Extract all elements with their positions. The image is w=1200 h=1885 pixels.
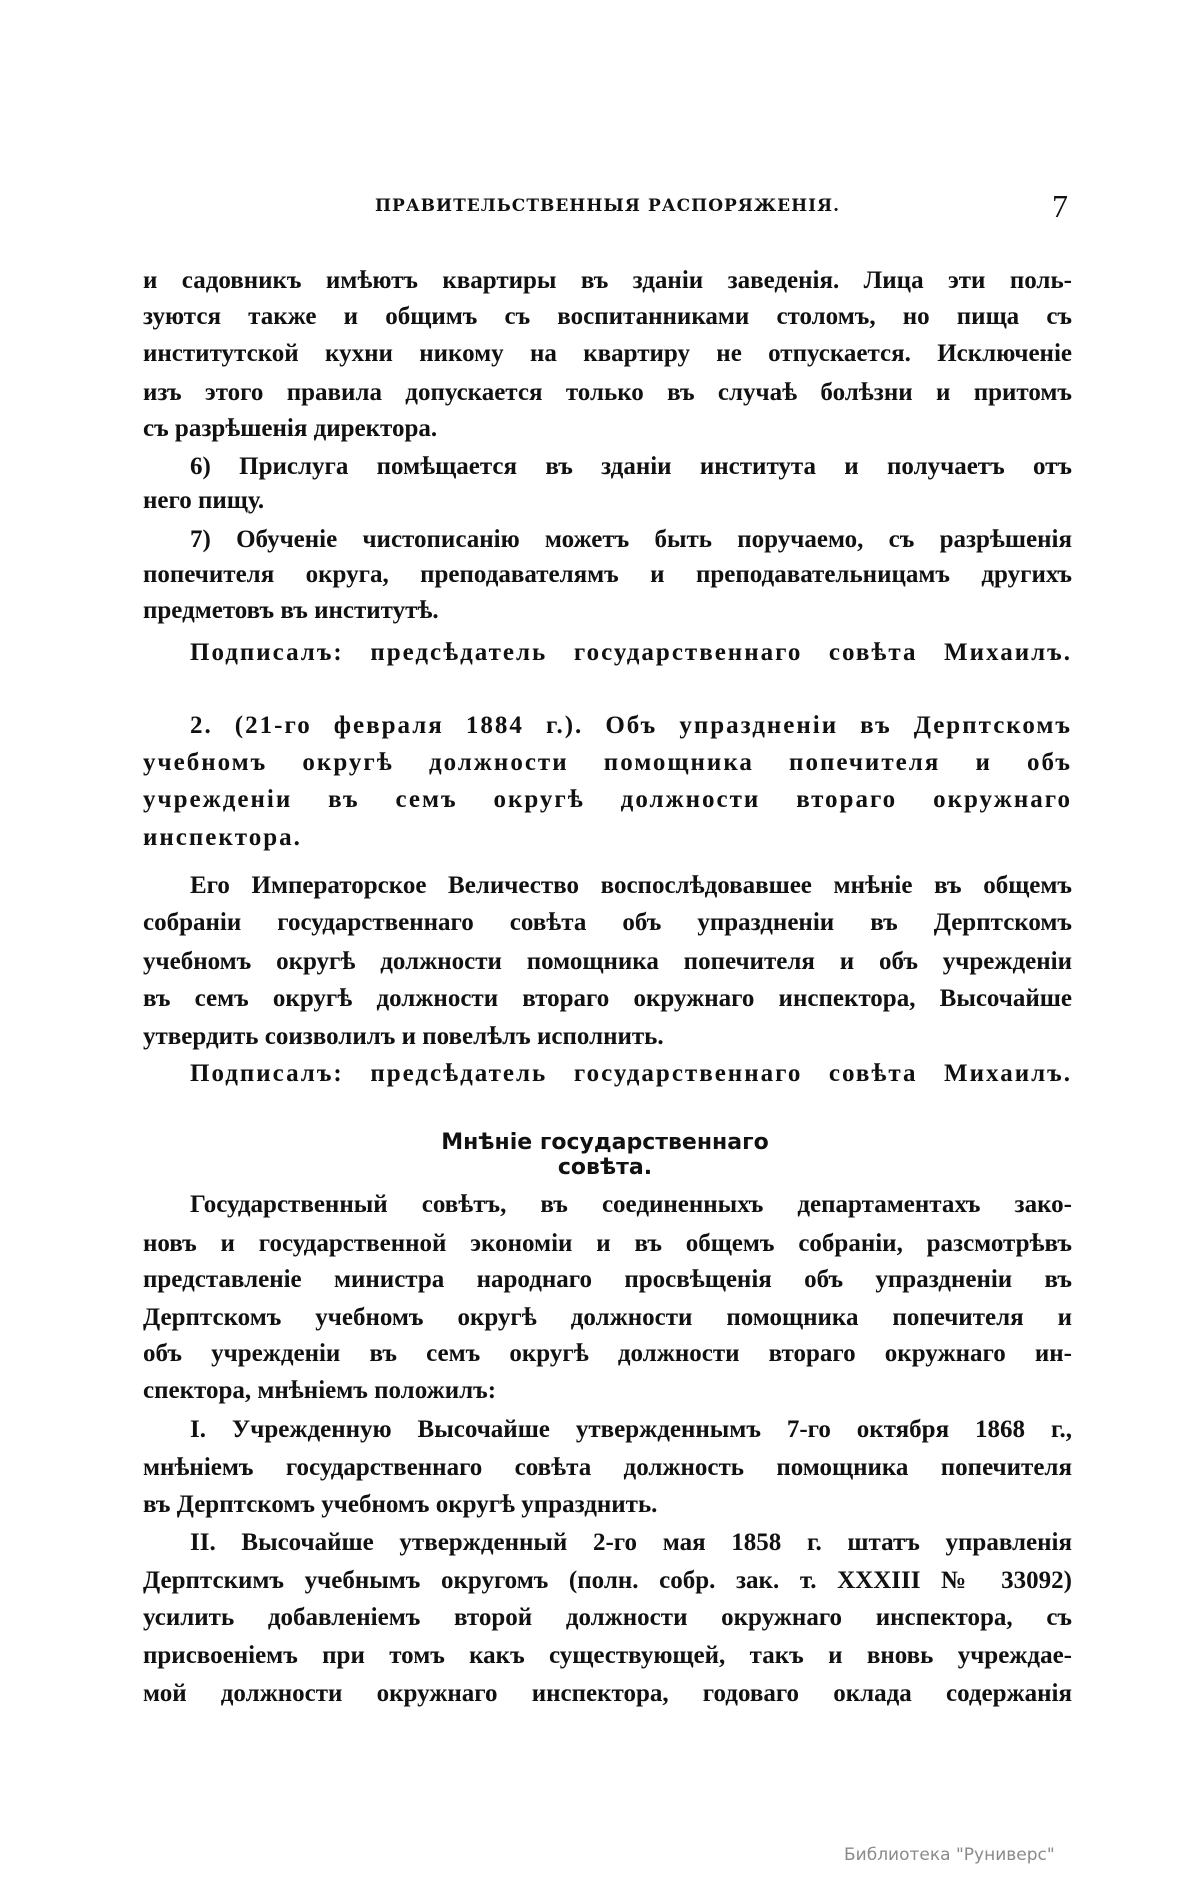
text-line: объ учрежденіи въ семъ округѣ должности втораго окружнаго ин- [143, 1340, 1072, 1367]
text-line: собраніи государственнаго совѣта объ упраздненіи въ Дерптскомъ [143, 909, 1072, 936]
text-line: усилить добавленіемъ второй должности окружнаго инспектора, съ [143, 1604, 1072, 1631]
text-line: инспектора. [143, 824, 302, 851]
text-line: Подписалъ: предсѣдатель государственнаго совѣта Михаилъ. [190, 1060, 1072, 1087]
text-line: въ Дерптскомъ учебномъ округѣ упразднить. [143, 1491, 658, 1518]
text-line: зуются также и общимъ съ воспитанниками столомъ, но пища съ [143, 303, 1072, 330]
text-line: и садовникъ имѣютъ квартиры въ зданіи заведенія. Лица эти поль- [143, 267, 1072, 294]
text-line: Дерптскомъ учебномъ округѣ должности помощника попечителя и [143, 1304, 1072, 1331]
text-line: предметовъ въ институтѣ. [143, 597, 439, 624]
text-line: учебномъ округѣ должности помощника попечителя и объ учрежденіи [143, 948, 1072, 975]
text-line: него пищу. [143, 487, 265, 514]
section-subheading: Мнѣніе государственнаго совѣта. [441, 1130, 769, 1180]
text-line: 6) Прислуга помѣщается въ зданіи института и получаетъ отъ [190, 453, 1072, 480]
text-line: Государственный совѣтъ, въ соединенныхъ департаментахъ зако- [190, 1191, 1072, 1218]
text-line: представленіе министра народнаго просвѣщенія объ упраздненіи въ [143, 1266, 1072, 1293]
text-line: Его Императорское Величество воспослѣдовавшее мнѣніе въ общемъ [190, 872, 1072, 899]
text-line: Дерптскимъ учебнымъ округомъ (полн. собр. зак. т. XXXIII № 33092) [143, 1567, 1072, 1594]
library-watermark: Библиотека "Руниверс" [844, 1845, 1055, 1865]
text-line: учебномъ округѣ должности помощника попечителя и объ [143, 749, 1072, 776]
text-line: 2. (21-го февраля 1884 г.). Объ упраздненіи въ Дерптскомъ [190, 712, 1072, 739]
text-line: утвердить соизволилъ и повелѣлъ исполнить. [143, 1023, 664, 1050]
text-line: спектора, мнѣніемъ положилъ: [143, 1377, 497, 1404]
text-line: съ разрѣшенія директора. [143, 415, 438, 442]
text-line: II. Высочайше утвержденный 2-го мая 1858 г. штатъ управленія [190, 1529, 1072, 1556]
text-line: въ семъ округѣ должности втораго окружнаго инспектора, Высочайше [143, 985, 1072, 1012]
text-line: новъ и государственной экономіи и въ общемъ собраніи, разсмотрѣвъ [143, 1230, 1072, 1257]
text-line: Подписалъ: предсѣдатель государственнаго совѣта Михаилъ. [190, 639, 1072, 666]
text-line: I. Учрежденную Высочайше утвержденнымъ 7-го октября 1868 г., [190, 1416, 1072, 1443]
text-line: мой должности окружнаго инспектора, годоваго оклада содержанія [143, 1680, 1072, 1707]
text-line: институтской кухни никому на квартиру не отпускается. Исключеніе [143, 340, 1072, 367]
page-number: 7 [1052, 188, 1068, 224]
text-line: мнѣніемъ государственнаго совѣта должность помощника попечителя [143, 1454, 1072, 1481]
text-line: 7) Обученіе чистописанію можетъ быть поручаемо, съ разрѣшенія [190, 526, 1072, 553]
text-line: присвоеніемъ при томъ какъ существующей, такъ и вновь учреждае- [143, 1642, 1072, 1669]
running-header: ПРАВИТЕЛЬСТВЕННЫЯ РАСПОРЯЖЕНІЯ. [375, 196, 840, 216]
text-line: попечителя округа, преподавателямъ и преподавательницамъ другихъ [143, 561, 1072, 588]
text-line: учрежденіи въ семъ округѣ должности втораго окружнаго [143, 786, 1072, 813]
text-line: изъ этого правила допускается только въ случаѣ болѣзни и притомъ [143, 379, 1072, 406]
